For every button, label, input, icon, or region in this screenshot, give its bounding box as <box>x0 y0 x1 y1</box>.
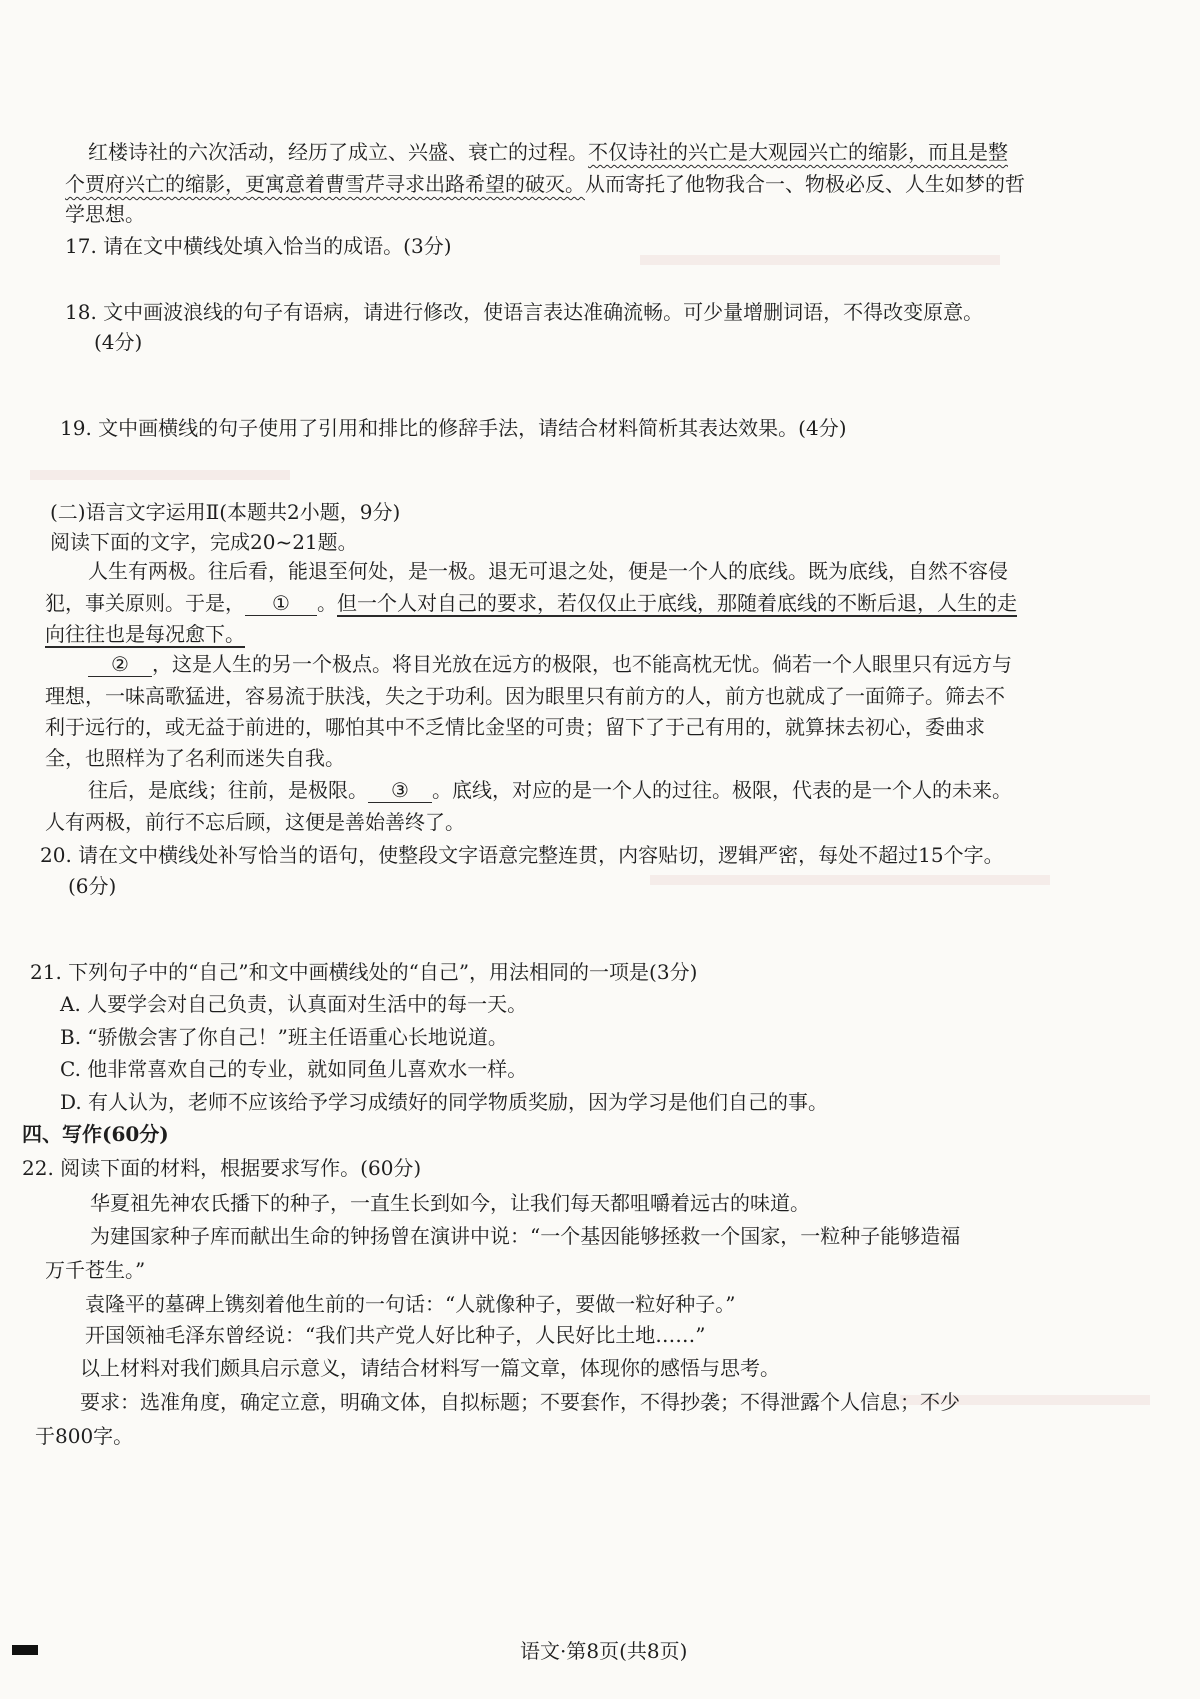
reading-p2-line-2: 理想，一味高歌猛进，容易流于肤浅，失之于功利。因为眼里只有前方的人，前方也就成了一面筛子。筛去不 <box>45 684 1005 708</box>
reading-p1-line-3 <box>45 620 245 648</box>
reading-p3-line-1 <box>88 776 1012 804</box>
fill-blank-1[interactable]: ① <box>245 591 317 616</box>
reading-p3-line-2: 人有两极，前行不忘后顾，这便是善始善终了。 <box>45 810 465 834</box>
option-b: B. “骄傲会害了你自己！”班主任语重心长地说道。 <box>60 1025 508 1049</box>
straight-underlined-sentence: 但一个人对自己的要求，若仅仅止于底线，那随着底线的不断后退，人生的走 <box>337 591 1017 615</box>
material-3: 袁隆平的墓碑上镌刻着他生前的一句话：“人就像种子，要做一粒好种子。” <box>85 1292 736 1316</box>
question-21: 21. 下列句子中的“自己”和文中画横线处的“自己”，用法相同的一项是(3分) <box>30 960 698 984</box>
material-4: 开国领袖毛泽东曾经说：“我们共产党人好比种子，人民好比土地……” <box>85 1323 706 1347</box>
reading-p1-line-2 <box>45 589 1017 617</box>
reading-text: 往后，是底线；往前，是极限。 <box>88 778 368 802</box>
fill-blank-2[interactable]: ② <box>88 652 152 677</box>
writing-requirements-line-1: 要求：选准角度，确定立意，明确文体，自拟标题；不要套作，不得抄袭；不得泄露个人信息；不少 <box>80 1390 960 1414</box>
reading-p2-line-1 <box>88 650 1012 678</box>
option-c: C. 他非常喜欢自己的专业，就如同鱼儿喜欢水一样。 <box>60 1057 528 1081</box>
question-19: 19. 文中画横线的句子使用了引用和排比的修辞手法，请结合材料简析其表达效果。(4分) <box>60 416 847 440</box>
question-22: 22. 阅读下面的材料，根据要求写作。(60分) <box>22 1156 422 1180</box>
question-18-line-2: (4分) <box>94 330 143 354</box>
material-1: 华夏祖先神农氏播下的种子，一直生长到如今，让我们每天都咀嚼着远古的味道。 <box>90 1191 810 1215</box>
writing-task: 以上材料对我们颇具启示意义，请结合材料写一篇文章，体现你的感悟与思考。 <box>80 1356 780 1380</box>
passage-text: 从而寄托了他物我合一、物极必反、人生如梦的哲 <box>585 172 1025 196</box>
bleed-through-mark <box>650 875 1050 885</box>
question-20-line-2: (6分) <box>68 874 117 898</box>
material-2-line-2: 万千苍生。” <box>45 1258 146 1282</box>
straight-underlined-sentence: 向往往也是每况愈下。 <box>45 622 245 646</box>
option-d: D. 有人认为，老师不应该给予学习成绩好的同学物质奖励，因为学习是他们自己的事。 <box>60 1090 829 1114</box>
material-2-line-1: 为建国家种子库而献出生命的钟扬曾在演讲中说：“一个基因能够拯救一个国家，一粒种子能够造福 <box>90 1224 961 1248</box>
reading-p2-line-3: 利于远行的，或无益于前进的，哪怕其中不乏情比金坚的可贵；留下了于己有用的，就算抹去初心，委曲求 <box>45 715 985 739</box>
passage-line-1 <box>88 138 1008 166</box>
reading-text: ，这是人生的另一个极点。将目光放在远方的极限，也不能高枕无忧。倘若一个人眼里只有远方与 <box>152 652 1012 676</box>
wavy-underlined-sentence: 个贾府兴亡的缩影，更寓意着曹雪芹寻求出路希望的破灭。 <box>65 172 585 196</box>
page-number: 语文·第8页(共8页) <box>520 1639 688 1663</box>
section-2-title: (二)语言文字运用Ⅱ(本题共2小题，9分) <box>50 500 401 524</box>
writing-section-title: 四、写作(60分) <box>22 1122 169 1146</box>
passage-text: 学思想。 <box>65 202 145 226</box>
bleed-through-mark <box>640 255 1000 265</box>
question-20-line-1: 20. 请在文中横线处补写恰当的语句，使整段文字语意完整连贯，内容贴切，逻辑严密，每处不超过15个字。 <box>40 843 1004 867</box>
passage-text: 红楼诗社的六次活动，经历了成立、兴盛、衰亡的过程。 <box>88 140 588 164</box>
question-18-line-1: 18. 文中画波浪线的句子有语病，请进行修改，使语言表达准确流畅。可少量增删词语，不得改变原意。 <box>65 300 984 324</box>
passage-line-3 <box>65 200 145 228</box>
writing-requirements-line-2: 于800字。 <box>35 1424 134 1448</box>
section-2-intro: 阅读下面的文字，完成20~21题。 <box>50 530 358 554</box>
option-a: A. 人要学会对自己负责，认真面对生活中的每一天。 <box>60 992 528 1016</box>
registration-mark <box>12 1645 38 1655</box>
reading-p2-line-4: 全，也照样为了名利而迷失自我。 <box>45 746 345 770</box>
wavy-underlined-sentence: 不仅诗社的兴亡是大观园兴亡的缩影，而且是整 <box>588 140 1008 164</box>
reading-text: 。底线，对应的是一个人的过往。极限，代表的是一个人的未来。 <box>432 778 1012 802</box>
reading-text: 犯，事关原则。于是， <box>45 591 245 615</box>
passage-line-2 <box>65 170 1025 198</box>
question-17: 17. 请在文中横线处填入恰当的成语。(3分) <box>65 234 452 258</box>
reading-text: 。 <box>317 591 337 615</box>
fill-blank-3[interactable]: ③ <box>368 778 432 803</box>
bleed-through-mark <box>30 470 290 480</box>
reading-p1-line-1: 人生有两极。往后看，能退至何处，是一极。退无可退之处，便是一个人的底线。既为底线，自然不容侵 <box>88 559 1008 583</box>
